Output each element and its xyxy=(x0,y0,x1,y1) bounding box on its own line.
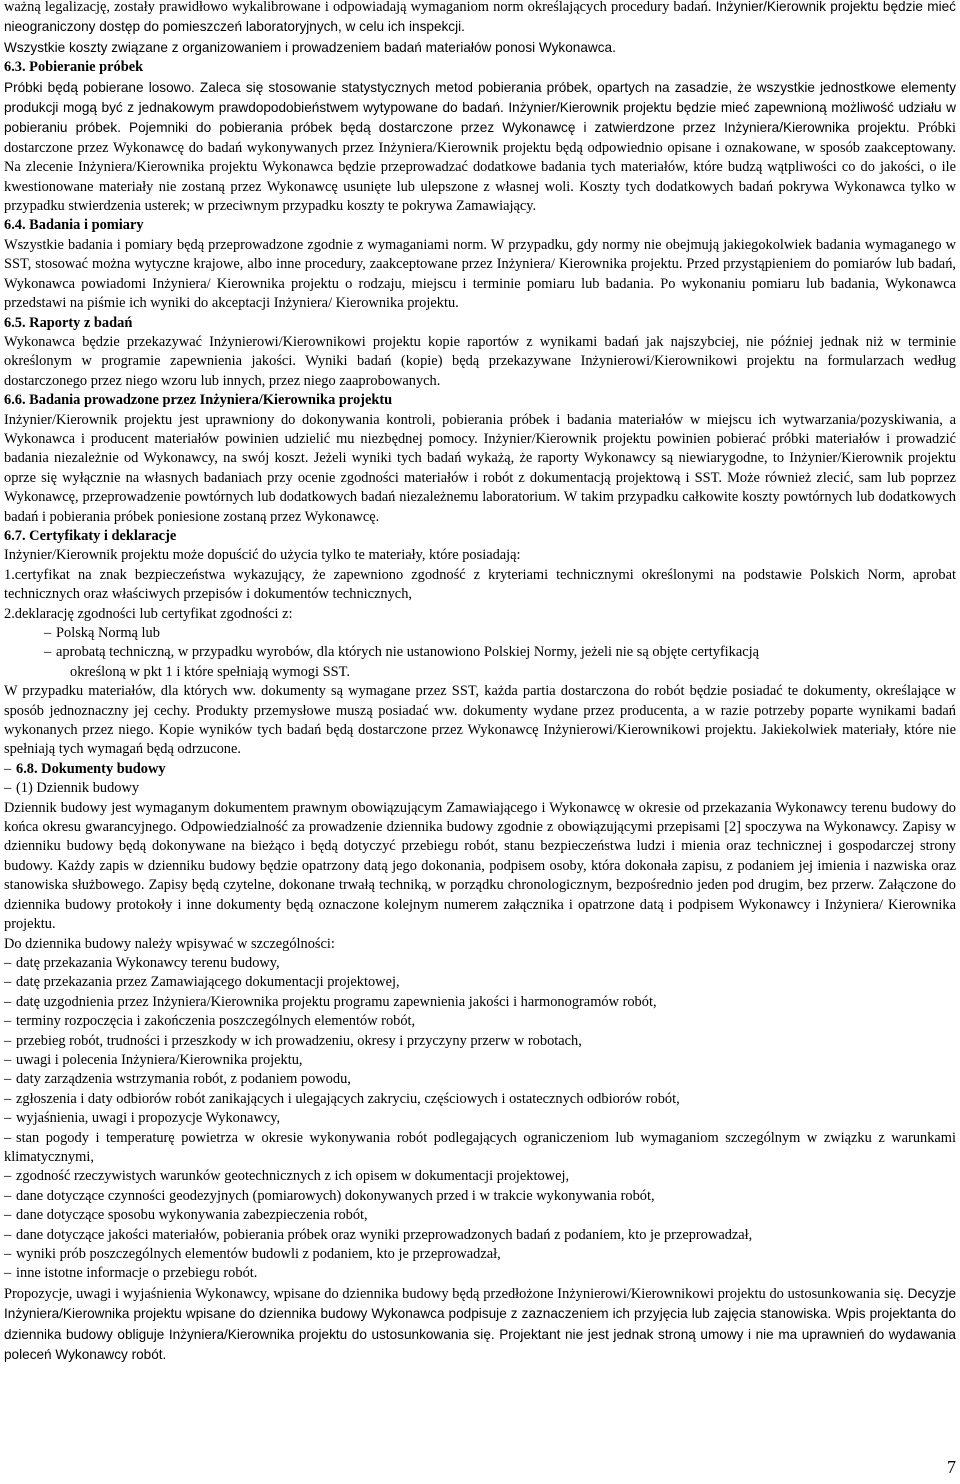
heading-6-8-text: 6.8. Dokumenty budowy xyxy=(16,760,166,777)
list-item xyxy=(4,1245,956,1264)
list-item xyxy=(4,1032,956,1051)
list-item-text: daty zarządzenia wstrzymania robót, z podaniem powodu, xyxy=(16,1071,351,1088)
dash-bullet: – xyxy=(44,644,52,661)
list-item-text: stan pogody i temperaturę powietrza w okresie wykonywania robót podlegających ograniczeniom lub wymaganiom szczególnym w związku z warunkami klimatycznymi, xyxy=(4,1129,956,1165)
dash-bullet: – xyxy=(4,1207,12,1224)
list-item-text: wyniki prób poszczególnych elementów budowli z podaniem, kto je przeprowadzał, xyxy=(16,1246,501,1262)
paragraph-6-3-part-2: Próbki dostarczone przez Wykonawcę do badań wykonywanych przez Inżyniera/Kierownik projektu będą odpowiednio opisane i oznakowane, w sposób zaakceptowany. Na zlecenie Inżyniera/Kierownika projektu Wykonawca będzie przeprowadzać dodatkowe badania tych materiałów, które budzą wątpliwości co do jakości, o ile kwestionowane materiały nie zostaną przez Wykonawcę usunięte lub ulepszone z własnej woli. Koszty tych dodatkowych badań pokrywa Wykonawca tylko w przypadku stwierdzenia usterek; w przeciwnym przypadku koszty te pokrywa Zamawiający. xyxy=(4,120,957,215)
list-item xyxy=(4,1206,956,1225)
sub-item-polish-norm-text: Polską Normą lub xyxy=(56,625,160,641)
dash-bullet: – xyxy=(4,1071,12,1088)
list-item-text: datę uzgodnienia przez Inżyniera/Kierownika projektu programu zapewnienia jakości i harmonogramów robót, xyxy=(16,993,657,1010)
dash-bullet: – xyxy=(4,760,12,777)
sub-item-technical-approval xyxy=(4,643,956,662)
heading-6-3: 6.3. Pobieranie próbek xyxy=(4,59,144,76)
paragraph-6-8-list-intro: Do dziennika budowy należy wpisywać w szczególności: xyxy=(4,935,335,952)
document-page xyxy=(4,0,956,1365)
dash-bullet: – xyxy=(4,1187,12,1204)
list-item-text: terminy rozpoczęcia i zakończenia poszczególnych elementów robót, xyxy=(16,1013,416,1030)
list-item xyxy=(4,993,956,1012)
dash-bullet: – xyxy=(4,1013,12,1030)
list-item-text: zgodność rzeczywistych warunków geotechnicznych z ich opisem w dokumentacji projektowej, xyxy=(16,1168,570,1185)
paragraph-6-7-intro: Inżynier/Kierownik projektu może dopuścić do użycia tylko te materiały, które posiadają: xyxy=(4,547,521,564)
list-item xyxy=(4,973,956,992)
list-item-text: datę przekazania Wykonawcy terenu budowy, xyxy=(16,954,280,971)
list-item xyxy=(4,1264,956,1283)
sub-heading-construction-log-text: (1) Dziennik budowy xyxy=(16,780,140,797)
list-item-6-7-2: 2.deklarację zgodności lub certyfikat zgodności z: xyxy=(4,605,293,622)
list-item-text: dane dotyczące czynności geodezyjnych (pomiarowych) dokonywanych przed i w trakcie wykonywania robót, xyxy=(16,1187,655,1204)
dash-bullet: – xyxy=(4,993,12,1010)
list-item xyxy=(4,1070,956,1089)
list-item xyxy=(4,1129,956,1168)
dash-bullet: – xyxy=(4,1051,12,1068)
list-item-text: dane dotyczące sposobu wykonywania zabezpieczenia robót, xyxy=(16,1207,368,1224)
list-item xyxy=(4,1051,956,1070)
paragraph-6-6: Inżynier/Kierownik projektu jest uprawniony do dokonywania kontroli, pobierania próbek i badania materiałów w miejscu ich wytwarzania/pozyskiwania, a Wykonawca i producent materiałów powinien udzielić mu niezbędnej pomocy. Inżynier/Kierownik projektu powinien pobierać próbki materiałów i prowadzić badania niezależnie od Wykonawcy, na swój koszt. Jeżeli wyniki tych badań wykażą, że raporty Wykonawcy są niewiarygodne, to Inżynier/Kierownik projektu oprze się wyłącznie na własnych badaniach przy ocenie zgodności materiałów i robót z dokumentacją projektową i SST. Może również zlecić, sam lub poprzez Wykonawcę, przeprowadzenie powtórnych lub dodatkowych badań niezależnemu laboratorium. W takim przypadku całkowite koszty powtórnych lub dodatkowych badań i pobierania próbek poniesione zostaną przez Wykonawcę. xyxy=(4,411,956,525)
sub-item-polish-norm xyxy=(4,624,956,643)
sub-item-technical-approval-continued: określoną w pkt 1 i które spełniają wymogi SST. xyxy=(70,663,350,680)
paragraph-intro-line-1: ważną legalizację, zostały prawidłowo wykalibrowane i odpowiadają wymaganiom norm określających procedury badań. xyxy=(4,0,712,15)
dash-bullet: – xyxy=(4,1246,12,1262)
dash-bullet: – xyxy=(4,1129,12,1146)
dash-bullet: – xyxy=(4,954,12,971)
heading-6-4: 6.4. Badania i pomiary xyxy=(4,217,144,234)
list-item-text: przebieg robót, trudności i przeszkody w ich prowadzeniu, okresy i przyczyny przerw w robotach, xyxy=(16,1032,582,1049)
list-item xyxy=(4,1187,956,1206)
list-item-text: dane dotyczące jakości materiałów, pobierania próbek oraz wyniki przeprowadzonych badań z podaniem, kto je przeprowadzał, xyxy=(16,1226,753,1243)
paragraph-6-8-closing-part-1: Propozycje, uwagi i wyjaśnienia Wykonawcy, wpisane do dziennika budowy będą przedłożone Inżynierowi/Kierownikowi projektu do ustosunkowania się. xyxy=(4,1285,904,1302)
paragraph-6-7-closing: W przypadku materiałów, dla których ww. dokumenty są wymagane przez SST, każda partia dostarczona do robót będzie posiadać te dokumenty, określające w sposób jednoznaczny jej cechy. Produkty przemysłowe muszą posiadać ww. dokumenty wydane przez producenta, a w razie potrzeby poparte wynikami badań wykonanych przez niego. Kopie wyników tych badań będą dostarczone przez Wykonawcę Inżynierowi/Kierownikowi projektu. Jakiekolwiek materiały, które nie spełniają tych wymagań będą odrzucone. xyxy=(4,683,956,758)
list-item-6-7-1: 1.certyfikat na znak bezpieczeństwa wykazujący, że zapewniono zgodność z kryteriami technicznymi określonymi na podstawie Polskich Norm, aprobat technicznych oraz właściwych przepisów i dokumentów technicznych, xyxy=(4,566,956,603)
heading-6-8 xyxy=(4,760,956,779)
list-item xyxy=(4,1012,956,1031)
dash-bullet: – xyxy=(4,1110,12,1127)
sub-heading-construction-log xyxy=(4,779,956,798)
dash-bullet: – xyxy=(4,1168,12,1185)
dash-bullet: – xyxy=(4,1265,12,1282)
paragraph-6-8: Dziennik budowy jest wymaganym dokumentem prawnym obowiązującym Zamawiającego i Wykonawcę w okresie od przekazania Wykonawcy terenu budowy do końca okresu gwarancyjnego. Odpowiedzialność za prowadzenie dziennika budowy zgodnie z obowiązującymi przepisami [2] spoczywa na Wykonawcy. Zapisy w dzienniku budowy będą dokonywane na bieżąco i będą dotyczyć przebiegu robót, stanu bezpieczeństwa ludzi i mienia oraz technicznej i gospodarczej strony budowy. Każdy zapis w dzienniku budowy będzie opatrzony datą jego dokonania, podpisem osoby, która dokonała zapisu, z podaniem jej imienia i nazwiska oraz stanowiska służbowego. Zapisy będą czytelne, dokonane trwałą techniką, w porządku chronologicznym, bezpośrednio jeden pod drugim, bez przerw. Załączone do dziennika budowy protokoły i inne dokumenty będą oznaczone kolejnym numerem załącznika i opatrzone datą i podpisem Wykonawcy i Inżyniera/ Kierownika projektu. xyxy=(4,799,956,933)
paragraph-6-3-part-1: Próbki będą pobierane losowo. Zaleca się stosowanie statystycznych metod pobierania próbek, opartych na zasadzie, że wszystkie jednostkowe elementy produkcji mogą być z jednakowym prawdopodobieństwem wytypowane do badań. Inżynier/Kierownik projektu będzie mieć zapewnioną możliwość udziału w pobieraniu próbek. Pojemniki do pobierania próbek będą dostarczone przez Wykonawcę i zatwierdzone przez Inżyniera/Kierownika projektu. xyxy=(4,79,956,136)
paragraph-intro-line-2: Inżynier/Kierownik projektu będzie mieć nieograniczony dostęp do pomieszczeń laboratoryjnych, w celu ich inspekcji. xyxy=(4,0,956,35)
list-item xyxy=(4,1226,956,1245)
list-item-text: zgłoszenia i daty odbiorów robót zanikających i ulegających zakryciu, częściowych i ostatecznych odbiorów robót, xyxy=(16,1090,680,1107)
list-item xyxy=(4,954,956,973)
list-item xyxy=(4,1090,956,1109)
sub-item-technical-approval-text: aprobatą techniczną, w przypadku wyrobów, dla których nie ustanowiono Polskiej Normy, jeżeli nie są objęte certyfikacją xyxy=(56,644,760,661)
page-number: 7 xyxy=(947,1457,956,1477)
dash-bullet: – xyxy=(4,974,12,991)
dash-bullet: – xyxy=(4,780,12,797)
list-item-text: uwagi i polecenia Inżyniera/Kierownika projektu, xyxy=(16,1051,303,1068)
list-item-text: wyjaśnienia, uwagi i propozycje Wykonawcy, xyxy=(16,1110,281,1127)
dash-bullet: – xyxy=(4,1032,12,1049)
list-item xyxy=(4,1109,956,1128)
list-item-text: datę przekazania przez Zamawiającego dokumentacji projektowej, xyxy=(16,974,400,991)
paragraph-6-8-closing-part-2: Decyzje Inżyniera/Kierownika projektu wpisane do dziennika budowy Wykonawca podpisuje z zaznaczeniem ich przyjęcia lub zajęcia stanowiska. Wpis projektanta do dziennika budowy obliguje Inżyniera/Kierownika projektu do ustosunkowania się. Projektant nie jest jednak stroną umowy i nie ma uprawnień do wydawania poleceń Wykonawcy robót. xyxy=(4,1285,956,1363)
dash-bullet: – xyxy=(4,1090,12,1107)
dash-bullet: – xyxy=(44,625,52,641)
paragraph-6-8-closing xyxy=(4,1284,956,1366)
paragraph-6-4: Wszystkie badania i pomiary będą przeprowadzone zgodnie z wymaganiami norm. W przypadku, gdy normy nie obejmują jakiegokolwiek badania wymaganego w SST, stosować można wytyczne krajowe, albo inne procedury, zaakceptowane przez Inżyniera/ Kierownika projektu. Przed przystąpieniem do pomiarów lub badań, Wykonawca powiadomi Inżyniera/ Kierownika projektu o rodzaju, miejscu i terminie pomiaru lub badania. Po wykonaniu pomiaru lub badania, Wykonawca przedstawi na piśmie ich wyniki do akceptacji Inżyniera/ Kierownika projektu. xyxy=(4,236,956,312)
heading-6-6: 6.6. Badania prowadzone przez Inżyniera/Kierownika projektu xyxy=(4,392,393,409)
heading-6-5: 6.5. Raporty z badań xyxy=(4,314,133,331)
paragraph-intro xyxy=(4,0,956,58)
paragraph-6-5: Wykonawca będzie przekazywać Inżynierowi/Kierownikowi projektu kopie raportów z wynikami badań jak najszybciej, nie później jednak niż w terminie określonym w programie zapewnienia jakości. Wyniki badań (kopie) będą przekazywane Inżynierowi/Kierownikowi projektu na formularzach według dostarczonego przez niego wzoru lub innych, przez niego zaaprobowanych. xyxy=(4,333,956,389)
heading-6-7: 6.7. Certyfikaty i deklaracje xyxy=(4,527,177,544)
list-item-text: inne istotne informacje o przebiegu robót. xyxy=(16,1265,258,1282)
paragraph-intro-line-3: Wszystkie koszty związane z organizowaniem i prowadzeniem badań materiałów ponosi Wykonawca. xyxy=(4,39,616,55)
paragraph-6-3 xyxy=(4,78,956,217)
dash-bullet: – xyxy=(4,1226,12,1243)
construction-log-list xyxy=(4,954,956,1284)
list-item xyxy=(4,1167,956,1186)
